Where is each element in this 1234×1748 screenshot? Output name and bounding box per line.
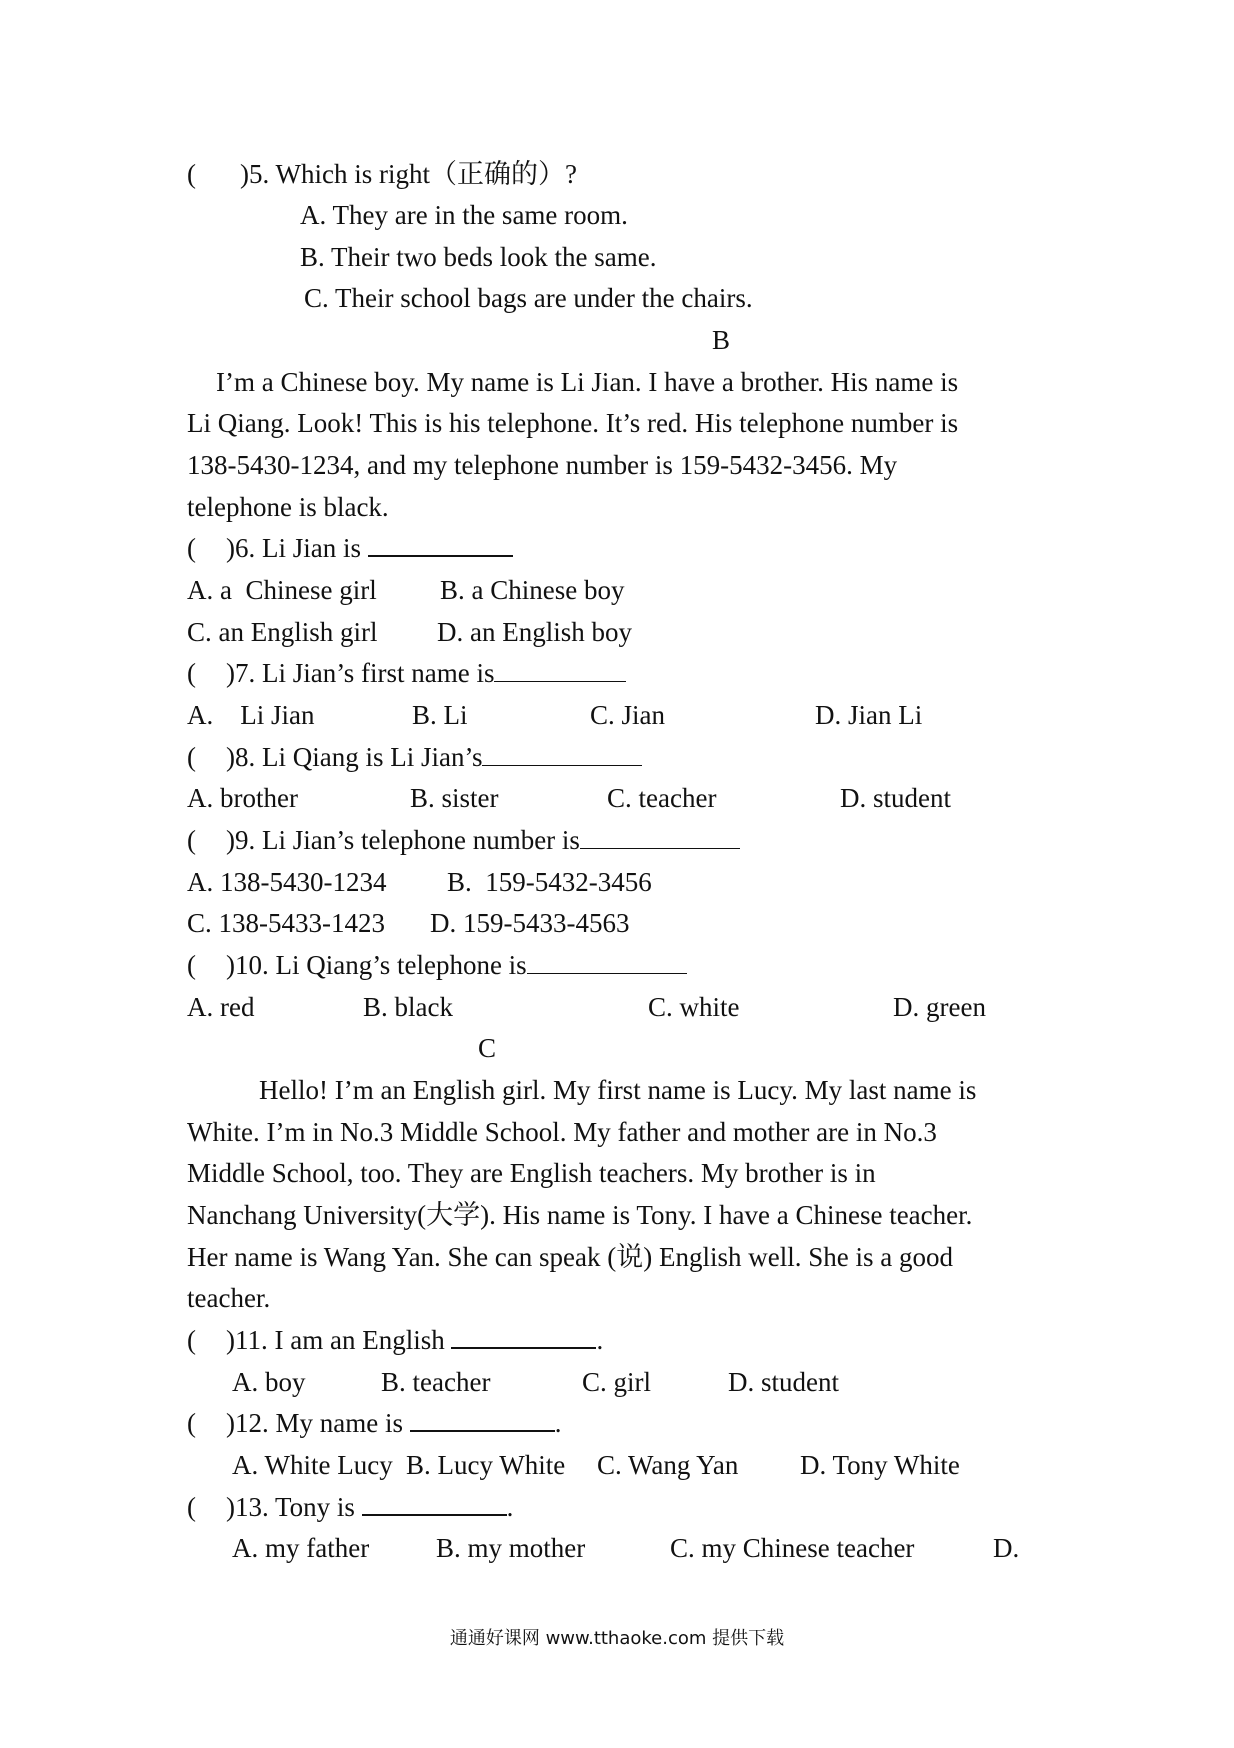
- q6-option-c: C. an English girl: [187, 617, 378, 647]
- q9-option-c: C. 138-5433-1423: [187, 908, 385, 938]
- question-7-stem: )7. Li Jian’s first name is: [226, 656, 626, 690]
- q5-option-a: A. They are in the same room.: [300, 200, 628, 230]
- question-6-stem: )6. Li Jian is: [226, 531, 513, 565]
- answer-blank: [410, 1406, 555, 1432]
- section-b-heading: B: [712, 325, 731, 355]
- q13-option-b: B. my mother: [436, 1533, 586, 1563]
- answer-blank: [482, 741, 642, 766]
- question-11-stem: )11. I am an English .: [226, 1325, 604, 1355]
- question-5-stem: )5. Which is right（正确的）?: [240, 159, 577, 189]
- q10-option-d: D. green: [893, 992, 986, 1022]
- q8-option-a: A. brother: [187, 783, 298, 813]
- section-c-heading: C: [478, 1033, 497, 1063]
- passage-c-line-1: Hello! I’m an English girl. My first name is Lucy. My last name is: [259, 1075, 977, 1105]
- passage-c-line-6: teacher.: [187, 1283, 271, 1313]
- q8-option-c: C. teacher: [607, 783, 717, 813]
- q9-option-d: D. 159-5433-4563: [430, 908, 630, 938]
- q7-option-d: D. Jian Li: [815, 700, 923, 730]
- q7-option-b: B. Li: [412, 700, 468, 730]
- q12-option-d: D. Tony White: [800, 1450, 960, 1480]
- passage-c-line-5: Her name is Wang Yan. She can speak (说) English well. She is a good: [187, 1242, 953, 1272]
- q12-option-c: C. Wang Yan: [597, 1450, 739, 1480]
- q5-option-b: B. Their two beds look the same.: [300, 242, 657, 272]
- q7-option-c: C. Jian: [590, 700, 666, 730]
- q13-option-d: D.: [993, 1533, 1020, 1563]
- answer-paren: (: [187, 1408, 196, 1438]
- answer-blank: [368, 531, 513, 557]
- passage-b-line-3: 138-5430-1234, and my telephone number is 159-5432-3456. My: [187, 450, 898, 480]
- question-10-stem: )10. Li Qiang’s telephone is: [226, 948, 687, 982]
- question-12-stem: )12. My name is .: [226, 1408, 562, 1438]
- answer-paren: (: [187, 742, 196, 772]
- answer-blank: [451, 1323, 596, 1349]
- q11-option-c: C. girl: [582, 1367, 652, 1397]
- q6-option-b: B. a Chinese boy: [440, 575, 625, 605]
- question-8-stem: )8. Li Qiang is Li Jian’s: [226, 740, 642, 774]
- answer-paren: (: [187, 1325, 196, 1355]
- answer-blank: [580, 824, 740, 849]
- q12-option-a: A. White Lucy: [232, 1450, 393, 1480]
- answer-paren: (: [187, 533, 196, 563]
- q11-option-a: A. boy: [232, 1367, 306, 1397]
- q9-option-b: B. 159-5432-3456: [447, 867, 652, 897]
- answer-blank: [527, 949, 687, 974]
- q6-option-a: A. a Chinese girl: [187, 575, 377, 605]
- q6-option-d: D. an English boy: [437, 617, 632, 647]
- passage-b-line-4: telephone is black.: [187, 492, 389, 522]
- q5-option-c: C. Their school bags are under the chairs.: [304, 283, 753, 313]
- answer-paren: (: [187, 658, 196, 688]
- q8-option-d: D. student: [840, 783, 951, 813]
- answer-paren: (: [187, 950, 196, 980]
- passage-b-line-2: Li Qiang. Look! This is his telephone. It’s red. His telephone number is: [187, 408, 959, 438]
- q10-option-b: B. black: [363, 992, 453, 1022]
- passage-c-line-2: White. I’m in No.3 Middle School. My father and mother are in No.3: [187, 1117, 937, 1147]
- answer-paren: (: [187, 825, 196, 855]
- q10-option-a: A. red: [187, 992, 255, 1022]
- question-9-stem: )9. Li Jian’s telephone number is: [226, 823, 740, 857]
- q12-option-b: B. Lucy White: [406, 1450, 566, 1480]
- q7-option-a: A. Li Jian: [187, 700, 315, 730]
- q9-option-a: A. 138-5430-1234: [187, 867, 387, 897]
- q13-option-a: A. my father: [232, 1533, 370, 1563]
- q8-option-b: B. sister: [410, 783, 499, 813]
- passage-b-line-1: I’m a Chinese boy. My name is Li Jian. I have a brother. His name is: [216, 367, 959, 397]
- q13-option-c: C. my Chinese teacher: [670, 1533, 915, 1563]
- passage-c-line-4: Nanchang University(大学). His name is Tony. I have a Chinese teacher.: [187, 1200, 973, 1230]
- answer-blank: [362, 1490, 507, 1516]
- question-13-stem: )13. Tony is .: [226, 1492, 514, 1522]
- q10-option-c: C. white: [648, 992, 740, 1022]
- q11-option-d: D. student: [728, 1367, 839, 1397]
- passage-c-line-3: Middle School, too. They are English teachers. My brother is in: [187, 1158, 876, 1188]
- page-footer: 通通好课网 www.tthaoke.com 提供下载: [449, 1628, 785, 1649]
- q11-option-b: B. teacher: [381, 1367, 491, 1397]
- answer-paren: (: [187, 159, 196, 189]
- answer-paren: (: [187, 1492, 196, 1522]
- answer-blank: [494, 657, 626, 682]
